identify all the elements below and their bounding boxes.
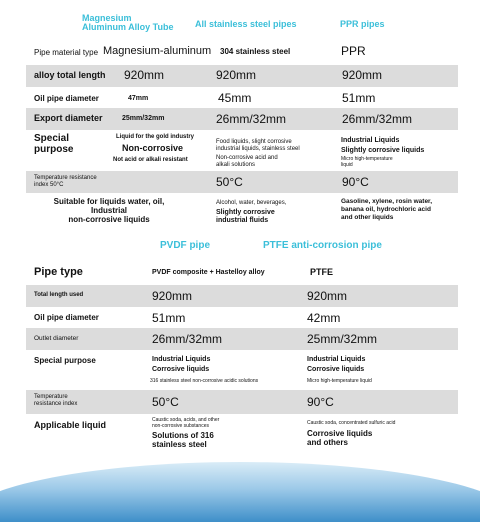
ptfe-special-1: Industrial Liquids — [307, 356, 366, 363]
decorative-wave — [0, 462, 480, 522]
label-oil-diameter-2: Oil pipe diameter — [34, 313, 99, 322]
label-applicable-liquid: Applicable liquid — [34, 420, 107, 430]
header-ppr-pipes: PPR pipes — [340, 19, 385, 29]
ppr-suitable: Gasoline, xylene, rosin water, banana oil, hydrochloric acid and other liquids — [341, 198, 433, 221]
pvdf-temperature: 50°C — [152, 395, 179, 409]
label-temperature-2: Temperature resistance index — [34, 394, 78, 407]
pvdf-oil-diameter: 51mm — [152, 311, 186, 325]
header-ptfe-pipe: PTFE anti-corrosion pipe — [263, 240, 382, 251]
header-magnesium-tube: Magnesium Aluminum Alloy Tube — [82, 13, 174, 32]
pvdf-special-1: Industrial Liquids — [152, 356, 211, 363]
ptfe-temperature: 90°C — [307, 395, 334, 409]
mg-special-2: Non-corrosive — [122, 143, 184, 153]
mg-special-3: Not acid or alkali resistant — [113, 157, 188, 163]
mg-total-length: 920mm — [124, 68, 165, 82]
mg-material: Magnesium-aluminum — [103, 45, 212, 57]
ptfe-oil-diameter: 42mm — [307, 311, 341, 325]
ptfe-special-2: Corrosive liquids — [307, 366, 365, 373]
pvdf-pipe-type: PVDF composite + Hastelloy alloy — [152, 269, 265, 276]
label-suitable: Suitable for liquids water, oil, Industrial non-corrosive liquids — [53, 197, 165, 224]
label-total-length: alloy total length — [34, 70, 106, 80]
mg-export-diameter: 25mm/32mm — [122, 115, 165, 122]
pvdf-total-length: 920mm — [152, 289, 193, 303]
ppr-export-diameter: 26mm/32mm — [342, 112, 413, 126]
label-material: Pipe material type — [34, 48, 99, 57]
label-special-purpose-2: Special purpose — [34, 356, 96, 365]
row-total-length-2 — [26, 285, 458, 307]
ptfe-pipe-type: PTFE — [310, 267, 334, 277]
label-temperature: Temperature resistance index 50°C — [34, 175, 97, 188]
ppr-oil-diameter: 51mm — [342, 91, 376, 105]
ptfe-total-length: 920mm — [307, 289, 348, 303]
label-oil-diameter: Oil pipe diameter — [34, 94, 99, 103]
ppr-temperature: 90°C — [342, 175, 369, 189]
ss-export-diameter: 26mm/32mm — [216, 112, 287, 126]
mg-oil-diameter: 47mm — [128, 95, 149, 102]
ss-material: 304 stainless steel — [220, 47, 291, 56]
ptfe-applicable-1: Caustic soda, concentrated sulfuric acid — [307, 420, 396, 426]
pvdf-applicable-2: Solutions of 316 stainless steel — [152, 431, 214, 449]
ptfe-applicable-2: Corrosive liquids and others — [307, 429, 373, 447]
ptfe-outlet-diameter: 25mm/32mm — [307, 332, 378, 346]
ss-special-2: Non-corrosive acid and alkali solutions — [216, 155, 278, 168]
ppr-material: PPR — [341, 44, 366, 58]
ss-suitable-2: Slightly corrosive industrial fluids — [216, 209, 275, 224]
ss-oil-diameter: 45mm — [218, 91, 252, 105]
label-export-diameter: Export diameter — [34, 113, 103, 123]
pvdf-applicable-1: Caustic soda, acids, and other non-corrosive substances — [152, 417, 220, 429]
label-special-purpose: Special purpose — [34, 133, 74, 155]
label-total-length-2: Total length used — [34, 292, 84, 298]
label-outlet-diameter: Outlet diameter — [34, 335, 79, 342]
row-outlet-diameter — [26, 328, 458, 350]
ss-special-1: Food liquids, slight corrosive industrial liquids, stainless steel — [216, 139, 300, 152]
pvdf-special-3: 316 stainless steel non-corrosive acidic solutions — [150, 378, 259, 384]
row-temperature-2 — [26, 390, 458, 414]
ss-total-length: 920mm — [216, 68, 257, 82]
pvdf-special-2: Corrosive liquids — [152, 366, 210, 373]
ppr-special-2: Slightly corrosive liquids — [341, 147, 425, 154]
ppr-special-3: Micro high-temperature liquid — [341, 156, 393, 168]
ptfe-special-3: Micro high-temperature liquid — [307, 378, 372, 384]
ss-temperature: 50°C — [216, 175, 243, 189]
mg-special-1: Liquid for the gold industry — [116, 134, 194, 140]
label-pipe-type: Pipe type — [34, 266, 83, 278]
ppr-special-1: Industrial Liquids — [341, 137, 400, 144]
pvdf-outlet-diameter: 26mm/32mm — [152, 332, 223, 346]
ppr-total-length: 920mm — [342, 68, 383, 82]
header-stainless-pipes: All stainless steel pipes — [195, 19, 297, 29]
header-pvdf-pipe: PVDF pipe — [160, 240, 211, 251]
ss-suitable-1: Alcohol, water, beverages, — [216, 200, 287, 206]
